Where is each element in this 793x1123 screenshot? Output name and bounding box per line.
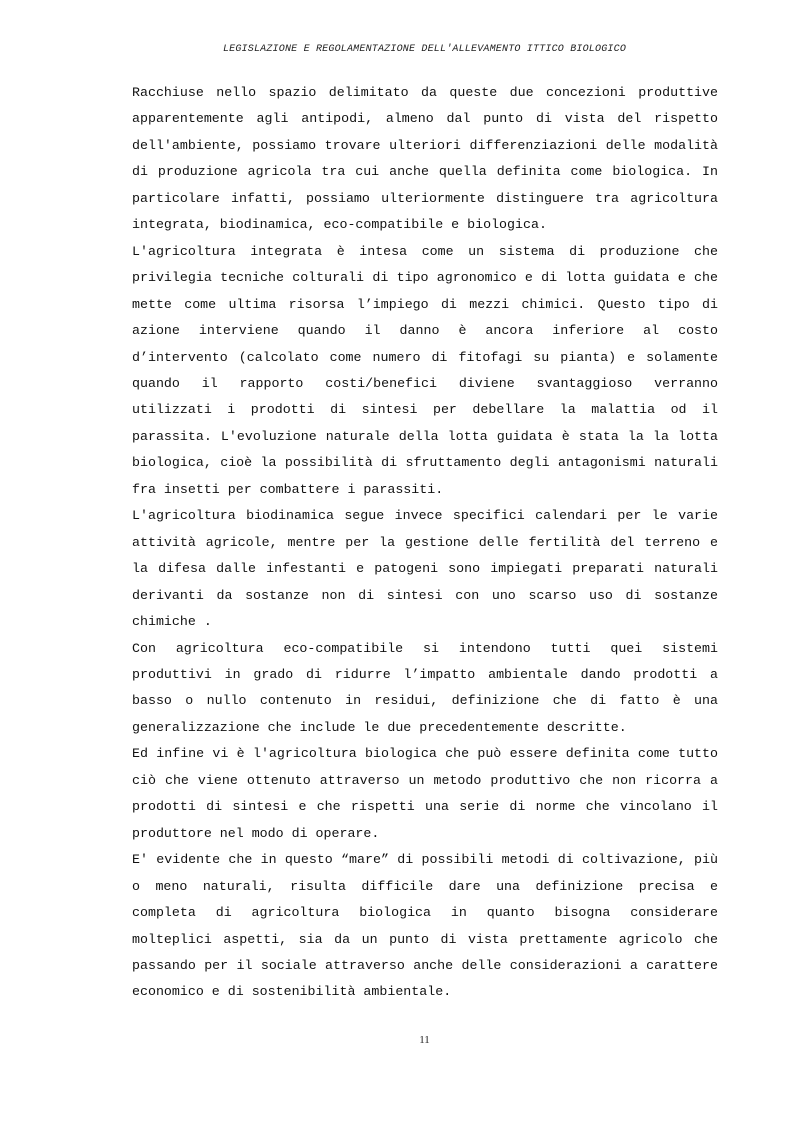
paragraph-6: E' evidente che in questo “mare” di possibili metodi di coltivazione, più o meno naturali, risulta difficile dare una definizione precisa e completa di agricoltura biologica in quanto bisogna considerare molteplici aspetti, sia da un punto di vista prettamente agricolo che passando per il sociale attraverso anche delle considerazioni a carattere economico e di sostenibilità ambientale. <box>132 852 718 1000</box>
running-header: LEGISLAZIONE E REGOLAMENTAZIONE DELL'ALLEVAMENTO ITTICO BIOLOGICO <box>222 44 627 55</box>
paragraph-1: Racchiuse nello spazio delimitato da queste due concezioni produttive apparentemente agli antipodi, almeno dal punto di vista del rispetto dell'ambiente, possiamo trovare ulteriori differenziazioni delle modalità di produzione agricola tra cui anche quella definita come biologica. In particolare infatti, possiamo ulteriormente distinguere tra agricoltura integrata, biodinamica, eco-compatibile e biologica. <box>132 85 718 233</box>
page-number: 11 <box>419 1034 430 1046</box>
body-text <box>132 80 718 1006</box>
paragraph-4: Con agricoltura eco-compatibile si intendono tutti quei sistemi produttivi in grado di ridurre l’impatto ambientale dando prodotti a basso o nullo contenuto in residui, definizione che di fatto è una generalizzazione che include le due precedentemente descritte. <box>132 640 718 735</box>
paragraph-3: L'agricoltura biodinamica segue invece specifici calendari per le varie attività agricole, mentre per la gestione delle fertilità del terreno e la difesa dalle infestanti e patogeni sono impiegati preparati naturali derivanti da sostanze non di sintesi con uno scarso uso di sostanze chimiche . <box>132 508 718 630</box>
paragraph-2: L'agricoltura integrata è intesa come un sistema di produzione che privilegia tecniche colturali di tipo agronomico e di lotta guidata e che mette come ultima risorsa l’impiego di mezzi chimici. Questo tipo di azione interviene quando il danno è ancora inferiore al costo d’intervento (calcolato come numero di fitofagi su pianta) e solamente quando il rapporto costi/benefici diviene svantaggioso verranno utilizzati i prodotti di sintesi per debellare la malattia od il parassita. L'evoluzione naturale della lotta guidata è stata la la lotta biologica, cioè la possibilità di sfruttamento degli antagonismi naturali fra insetti per combattere i parassiti. <box>132 243 718 497</box>
paragraph-5: Ed infine vi è l'agricoltura biologica che può essere definita come tutto ciò che viene ottenuto attraverso un metodo produttivo che non ricorra a prodotti di sintesi e che rispetti una serie di norme che vincolano il produttore nel modo di operare. <box>132 746 718 841</box>
